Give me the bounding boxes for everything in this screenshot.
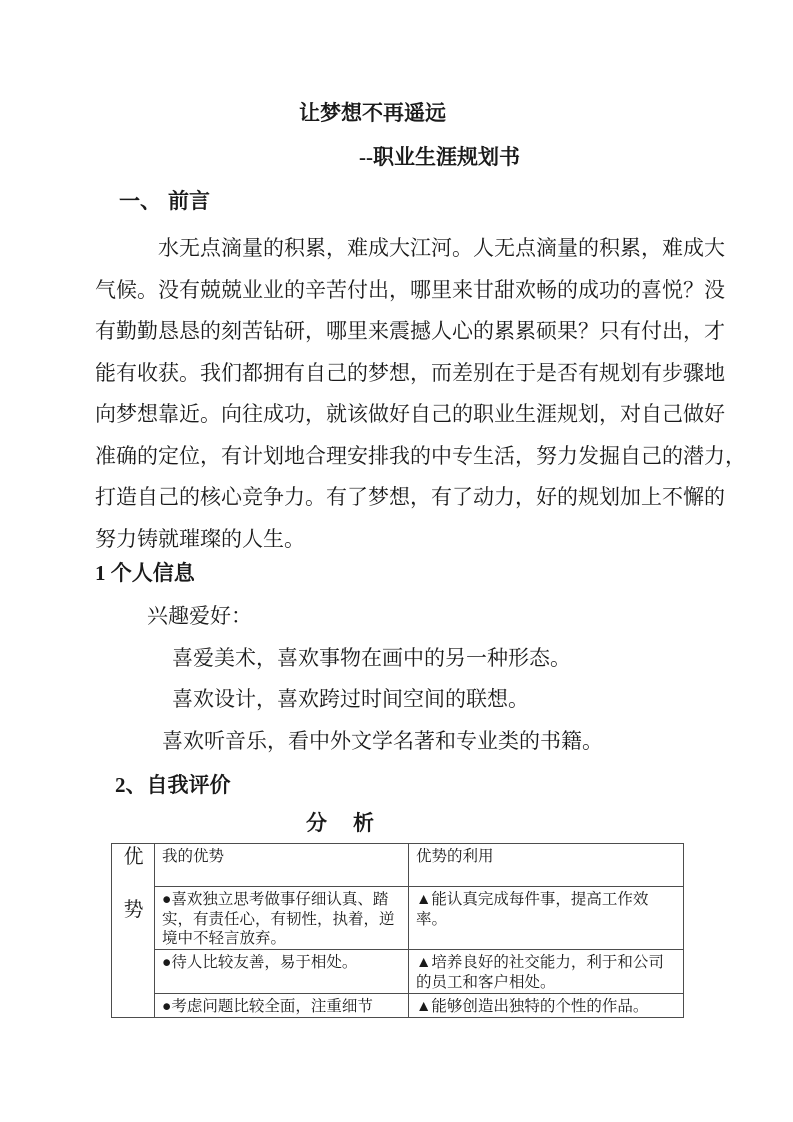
table-row [112, 887, 684, 950]
row-label-char: 势 [123, 899, 144, 921]
table-header-row [112, 844, 684, 887]
document-subtitle: --职业生涯规划书 [359, 145, 520, 169]
row-label-char: 优 [123, 846, 144, 868]
preface-line: 能有收获。我们都拥有自己的梦想，而差别在于是否有规划有步骤地 [95, 360, 725, 385]
preface-line: 气候。没有兢兢业业的辛苦付出，哪里来甘甜欢畅的成功的喜悦？没 [95, 277, 725, 302]
strength-cell: ●待人比较友善，易于相处。 [155, 950, 409, 994]
use-cell: ▲培养良好的社交能力，利于和公司的员工和客户相处。 [409, 950, 684, 994]
column-header-strength: 我的优势 [155, 844, 409, 887]
personal-info-heading: 1 个人信息 [95, 561, 195, 585]
preface-line: 有勤勤恳恳的刻苦钻研，哪里来震撼人心的累累硕果？只有付出，才 [95, 319, 725, 343]
preface-line: 努力铸就璀璨的人生。 [95, 526, 305, 551]
hobby-item: 喜欢听音乐，看中外文学名著和专业类的书籍。 [162, 728, 603, 753]
analysis-title-char1: 分 [306, 811, 327, 835]
preface-heading-title: 前言 [168, 189, 210, 213]
preface-line: 向梦想靠近。向往成功，就该做好自己的职业生涯规划，对自己做好 [95, 402, 725, 426]
use-cell: ▲能认真完成每件事，提高工作效率。 [409, 887, 684, 950]
preface-heading [119, 188, 698, 214]
preface-line: 准确的定位，有计划地合理安排我的中专生活，努力发掘自己的潜力， [95, 443, 746, 468]
analysis-table [111, 843, 684, 1018]
table-row-label-cell [112, 844, 155, 1018]
hobby-item: 喜爱美术，喜欢事物在画中的另一种形态。 [172, 645, 571, 670]
document-title: 让梦想不再遥远 [299, 101, 446, 125]
row-label-vertical [119, 847, 148, 920]
hobby-item: 喜欢设计，喜欢跨过时间空间的联想。 [172, 687, 529, 711]
table-row [112, 994, 684, 1018]
analysis-table-title [306, 810, 698, 836]
hobby-label: 兴趣爱好： [147, 604, 252, 628]
table-row [112, 950, 684, 994]
preface-line: 水无点滴量的积累，难成大江河。人无点滴量的积累，难成大 [158, 236, 725, 260]
strength-cell: ●考虑问题比较全面，注重细节 [155, 994, 409, 1018]
preface-paragraph [95, 228, 746, 560]
hobby-section [95, 596, 698, 762]
use-cell: ▲能够创造出独特的个性的作品。 [409, 994, 684, 1018]
self-evaluation-heading: 2、自我评价 [115, 773, 231, 797]
preface-line: 打造自己的核心竞争力。有了梦想，有了动力，好的规划加上不懈的 [95, 485, 725, 509]
strength-cell: ●喜欢独立思考做事仔细认真、踏实，有责任心，有韧性，执着，逆境中不轻言放弃。 [155, 887, 409, 950]
column-header-use: 优势的利用 [409, 844, 684, 887]
preface-heading-number: 一、 [119, 189, 161, 213]
analysis-title-char2: 析 [353, 811, 374, 835]
